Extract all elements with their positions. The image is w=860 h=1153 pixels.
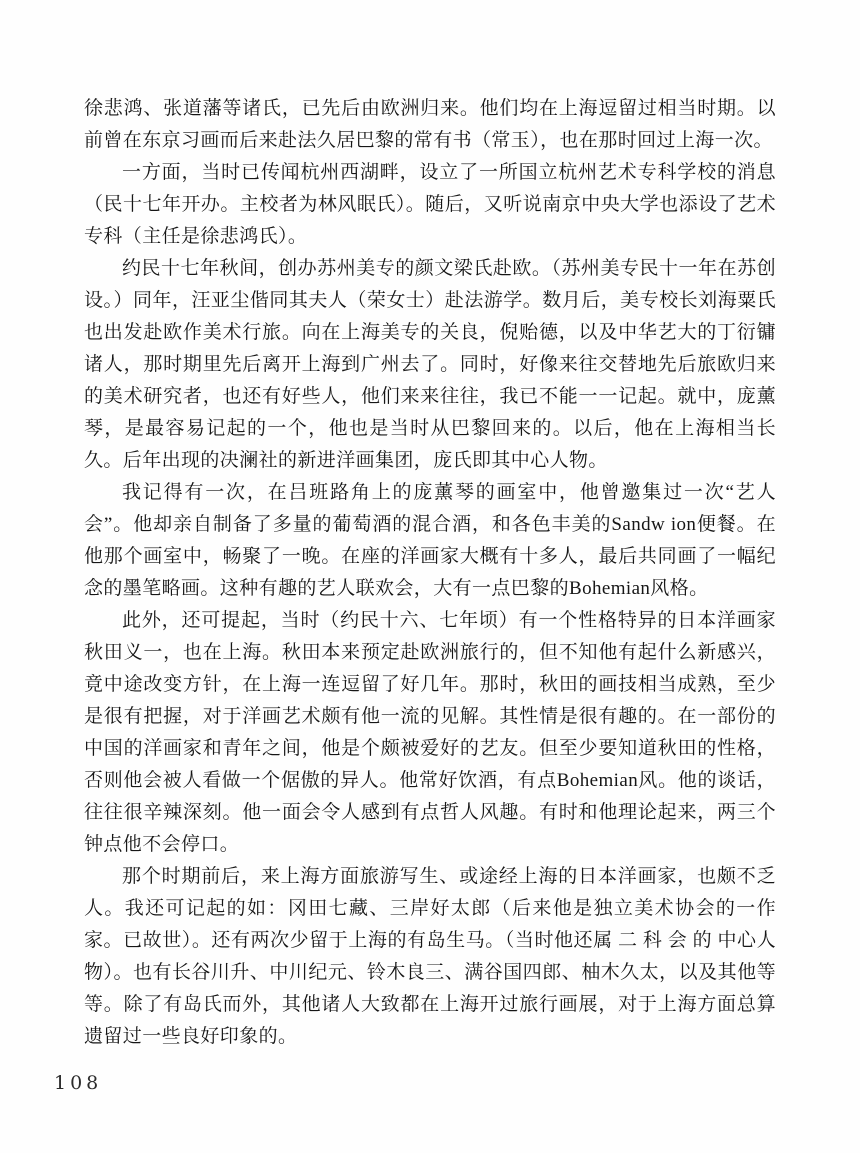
paragraph: 那个时期前后，来上海方面旅游写生、或途经上海的日本洋画家，也颇不乏人。我还可记起的如：冈田七藏、三岸好太郎（后来他是独立美术协会的一作家。已故世）。还有两次少留于上海的有岛生马。（当时他还属 二 科 会 的 中心人物）。也有长谷川升、中川纪元、铃木良三、满谷国四郎、柚木久太，以及其他等等。除了有岛氏而外，其他诸人大致都在上海开过旅行画展，对于上海方面总算遗留过一些良好印象的。 [84,866,776,1047]
paragraph: 约民十七年秋间，创办苏州美专的颜文梁氏赴欧。（苏州美专民十一年在苏创设。）同年，汪亚尘偕同其夫人（荣女士）赴法游学。数月后，美专校长刘海粟氏也出发赴欧作美术行旅。向在上海美专的关良，倪贻德，以及中华艺大的丁衍镛诸人，那时期里先后离开上海到广州去了。同时，好像来往交替地先后旅欧归来的美术研究者，也还有好些人，他们来来往往，我已不能一一记起。就中，庞薰琴，是最容易记起的一个，他也是当时从巴黎回来的。以后，他在上海相当长久。后年出现的决澜社的新进洋画集团，庞氏即其中心人物。 [84,258,776,471]
page-number: 108 [54,1072,103,1094]
paragraph: 此外，还可提起，当时（约民十六、七年顷）有一个性格特异的日本洋画家秋田义一，也在上海。秋田本来预定赴欧洲旅行的，但不知他有起什么新感兴，竟中途改变方针，在上海一连逗留了好几年。那时，秋田的画技相当成熟，至少是很有把握，对于洋画艺术颇有他一流的见解。其性情是很有趣的。在一部份的中国的洋画家和青年之间，他是个颇被爱好的艺友。但至少要知道秋田的性格，否则他会被人看做一个倨傲的异人。他常好饮酒，有点Bohemian风。他的谈话，往往很辛辣深刻。他一面会令人感到有点哲人风趣。有时和他理论起来，两三个钟点他不会停口。 [84,610,776,855]
body-text-block [84,93,776,1053]
paragraph: 一方面，当时已传闻杭州西湖畔，设立了一所国立杭州艺术专科学校的消息（民十七年开办。主校者为林风眠氏）。随后，又听说南京中央大学也添设了艺术专科（主任是徐悲鸿氏）。 [84,162,776,247]
paragraph: 我记得有一次，在吕班路角上的庞薰琴的画室中，他曾邀集过一次“艺人会”。他却亲自制备了多量的葡萄酒的混合酒，和各色丰美的Sandw ion便餐。在他那个画室中，畅聚了一晚。在座的洋画家大概有十多人，最后共同画了一幅纪念的墨笔略画。这种有趣的艺人联欢会，大有一点巴黎的Bohemian风格。 [84,482,776,599]
paragraph: 徐悲鸿、张道藩等诸氏，已先后由欧洲归来。他们均在上海逗留过相当时期。以前曾在东京习画而后来赴法久居巴黎的常有书（常玉），也在那时回过上海一次。 [84,98,776,151]
